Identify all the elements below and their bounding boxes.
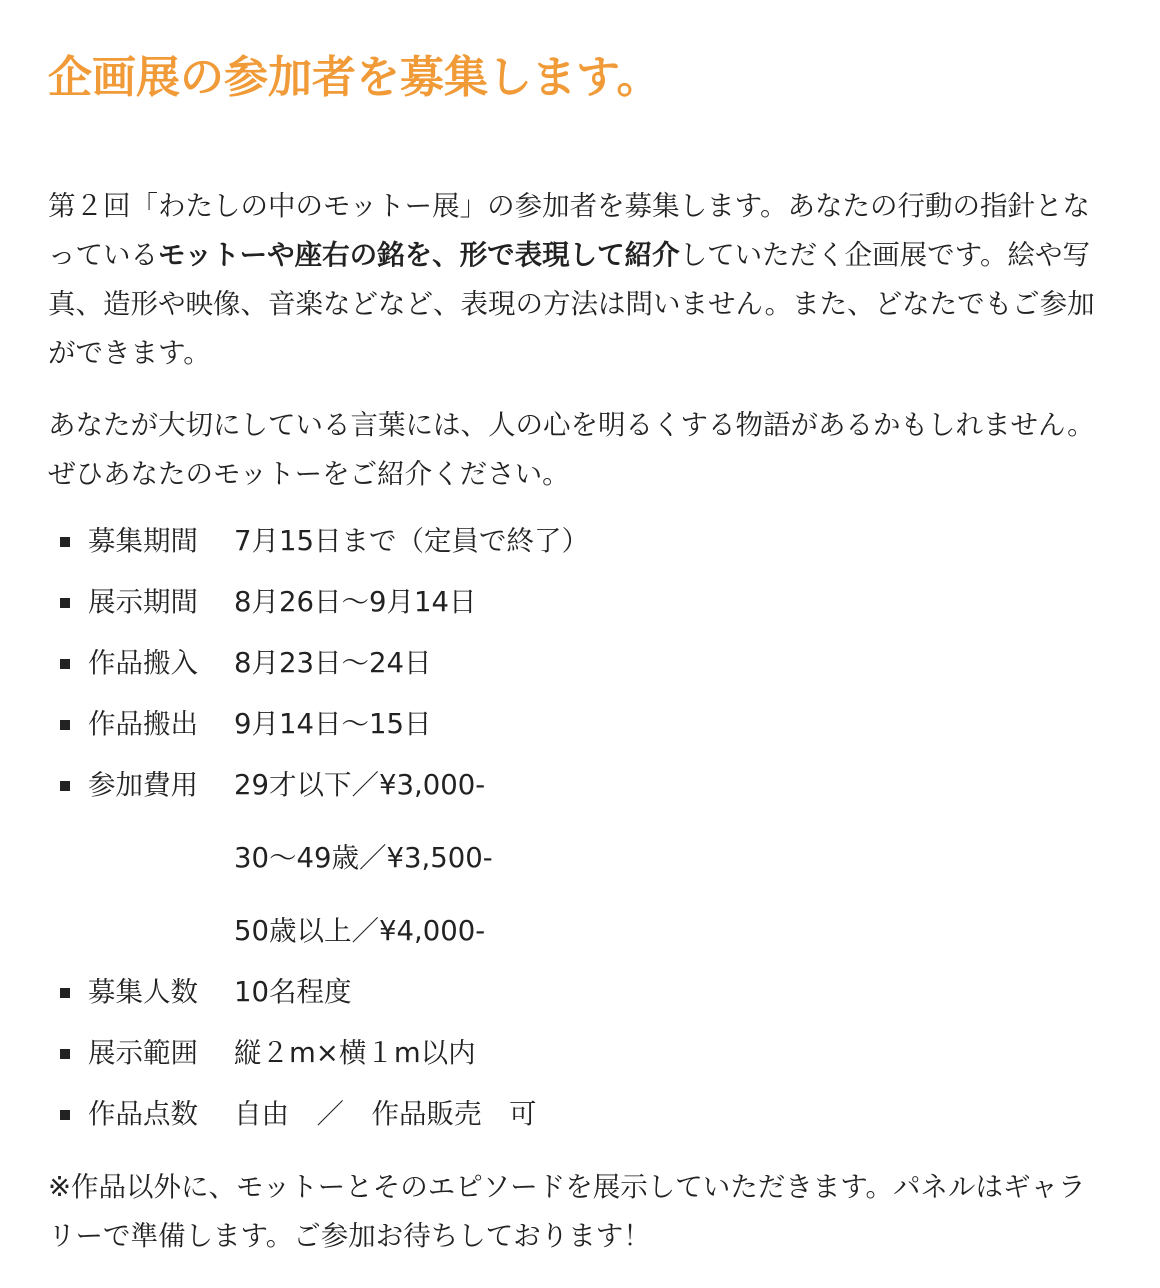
spec-item-recruitment-count	[48, 962, 1112, 1023]
spec-item-recruitment-period	[48, 511, 1112, 572]
spec-label: 参加費用	[88, 769, 198, 801]
spec-values	[234, 1023, 476, 1084]
square-bullet-icon	[48, 1023, 88, 1084]
spec-values	[234, 572, 476, 633]
square-bullet-icon	[48, 572, 88, 633]
intro-bold-text: モットーや座右の銘を、形で表現して紹介	[158, 239, 680, 271]
closing-note: ※作品以外に、モットーとそのエピソードを展示していただきます。パネルはギャラリーで準備します。ご参加お待ちしております！	[48, 1171, 1086, 1252]
spec-value: 8月23日〜24日	[234, 647, 432, 679]
spec-values	[234, 755, 493, 962]
spec-values	[234, 1084, 537, 1145]
spec-values	[234, 511, 589, 572]
spec-value: 10名程度	[234, 976, 352, 1008]
spec-label: 展示範囲	[88, 1037, 198, 1069]
page-title: 企画展の参加者を募集します。	[48, 52, 661, 103]
intro-paragraph	[48, 182, 1112, 378]
square-bullet-icon	[48, 1084, 88, 1145]
spec-label: 作品点数	[88, 1098, 198, 1130]
square-bullet-icon	[48, 755, 88, 816]
spec-label: 募集期間	[88, 525, 198, 557]
spec-values	[234, 694, 431, 755]
spec-item-work-count	[48, 1084, 1112, 1145]
square-bullet-icon	[48, 633, 88, 694]
square-bullet-icon	[48, 962, 88, 1023]
spec-value: 29才以下／¥3,000-	[234, 769, 486, 801]
spec-value: 自由 ／ 作品販売 可	[234, 1098, 537, 1130]
spec-item-exhibition-range	[48, 1023, 1112, 1084]
spec-value: 7月15日まで（定員で終了）	[234, 525, 589, 557]
spec-value: 9月14日〜15日	[234, 708, 432, 740]
spec-value: 8月26日〜9月14日	[234, 586, 477, 618]
square-bullet-icon	[48, 511, 88, 572]
spec-item-participation-fee	[48, 755, 1112, 962]
intro-text-2: していただく企画展です。絵や写真、造形や映像、音楽などなど、表現の方法は問いません。また、どなたでもご参加ができます。	[48, 239, 1095, 369]
spec-label: 展示期間	[88, 586, 198, 618]
spec-item-exhibition-period	[48, 572, 1112, 633]
spec-value: 縦２m×横１m以内	[234, 1037, 476, 1069]
spec-item-work-delivery	[48, 633, 1112, 694]
spec-values	[234, 962, 352, 1023]
spec-value: 50歳以上／¥4,000-	[234, 915, 486, 947]
spec-label: 作品搬入	[88, 647, 198, 679]
spec-value: 30〜49歳／¥3,500-	[234, 842, 493, 874]
spec-label: 募集人数	[88, 976, 198, 1008]
spec-list	[48, 511, 1112, 1145]
spec-values	[234, 633, 431, 694]
intro-text-1: 第２回「わたしの中のモットー展」の参加者を募集します。あなたの行動の指針となっている	[48, 190, 1090, 271]
square-bullet-icon	[48, 694, 88, 755]
spec-item-work-removal	[48, 694, 1112, 755]
spec-label: 作品搬出	[88, 708, 198, 740]
invitation-paragraph: あなたが大切にしている言葉には、人の心を明るくする物語があるかもしれません。ぜひあなたのモットーをご紹介ください。	[48, 409, 1095, 490]
